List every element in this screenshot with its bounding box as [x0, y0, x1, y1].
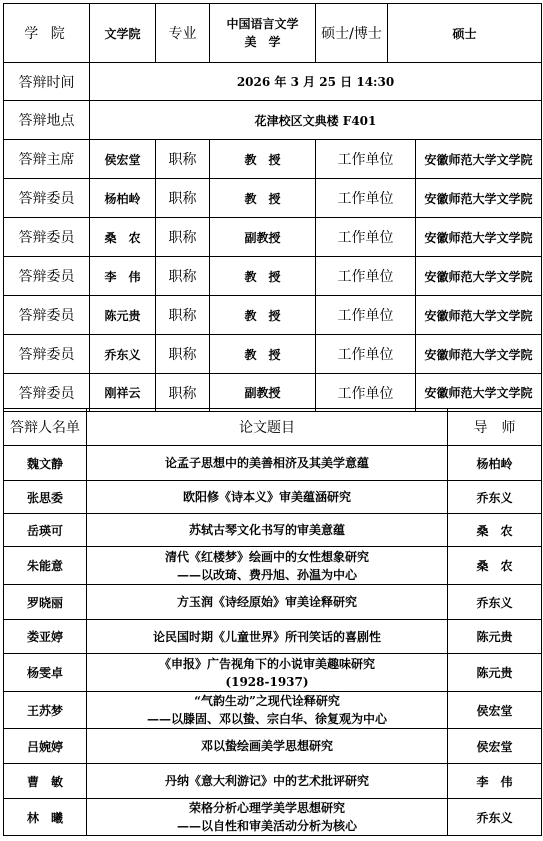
thesis-title [87, 585, 448, 620]
student-row [4, 547, 542, 585]
major-value [210, 4, 316, 63]
committee-name: 杨柏岭 [90, 179, 156, 218]
committee-row [4, 335, 542, 374]
thesis-title [87, 729, 448, 764]
committee-title-label: 职称 [156, 140, 210, 179]
student-name: 吕婉婷 [4, 729, 87, 764]
thesis-title-line-2: ——以改琦、费丹旭、孙温为中心 [176, 567, 357, 582]
degree-value: 硕士 [388, 4, 542, 63]
committee-unit-label: 工作单位 [316, 179, 416, 218]
committee-unit: 安徽师范大学文学院 [416, 179, 542, 218]
committee-name: 侯宏堂 [90, 140, 156, 179]
committee-row [4, 374, 542, 412]
committee-unit-label: 工作单位 [316, 218, 416, 257]
committee-title-label: 职称 [156, 335, 210, 374]
defense-place-label: 答辩地点 [4, 101, 90, 140]
thesis-title [87, 481, 448, 514]
committee-role: 答辩主席 [4, 140, 90, 179]
header-row [4, 4, 542, 63]
committee-unit: 安徽师范大学文学院 [416, 218, 542, 257]
committee-name: 桑 农 [90, 218, 156, 257]
students-table [3, 408, 542, 836]
committee-title: 副教授 [210, 374, 316, 412]
place-row [4, 101, 542, 140]
thesis-title [87, 620, 448, 654]
committee-role: 答辩委员 [4, 257, 90, 296]
student-name: 张思委 [4, 481, 87, 514]
student-advisor: 侯宏堂 [448, 692, 542, 729]
thesis-title-line-1: 欧阳修《诗本义》审美蕴涵研究 [182, 490, 351, 504]
advisor-header: 导 师 [448, 409, 542, 446]
student-row [4, 764, 542, 799]
committee-title: 教 授 [210, 296, 316, 335]
thesis-title-line-1: 论孟子思想中的美善相济及其美学意蕴 [164, 456, 369, 470]
thesis-title-line-1: 丹纳《意大利游记》中的艺术批评研究 [164, 774, 369, 788]
thesis-title-line-1: “气韵生动”之现代诠释研究 [194, 694, 340, 708]
committee-title: 教 授 [210, 140, 316, 179]
committee-name: 刚祥云 [90, 374, 156, 412]
student-name: 娄亚婷 [4, 620, 87, 654]
student-advisor: 桑 农 [448, 547, 542, 585]
thesis-title-line-1: 论民国时期《儿童世界》所刊笑话的喜剧性 [152, 629, 381, 644]
student-advisor: 乔东义 [448, 585, 542, 620]
committee-unit-label: 工作单位 [316, 374, 416, 412]
thesis-title-line-1: 邓以蛰绘画美学思想研究 [200, 739, 333, 753]
major-line-1: 中国语言文学 [226, 17, 299, 31]
student-name: 曹 敏 [4, 764, 87, 799]
college-value: 文学院 [90, 4, 156, 63]
committee-role: 答辩委员 [4, 218, 90, 257]
thesis-title-header: 论文题目 [87, 409, 448, 446]
time-row [4, 63, 542, 101]
committee-title-label: 职称 [156, 179, 210, 218]
committee-title: 教 授 [210, 335, 316, 374]
thesis-title [87, 446, 448, 481]
committee-unit: 安徽师范大学文学院 [416, 335, 542, 374]
thesis-title-line-1: 苏轼古琴文化书写的审美意蕴 [188, 523, 345, 537]
committee-title-label: 职称 [156, 296, 210, 335]
student-name: 罗晓丽 [4, 585, 87, 620]
student-advisor: 杨柏岭 [448, 446, 542, 481]
student-row [4, 729, 542, 764]
student-advisor: 陈元贵 [448, 620, 542, 654]
defense-time-value: 2026 年 3 月 25 日 14:30 [90, 63, 542, 101]
thesis-title [87, 764, 448, 799]
committee-title: 教 授 [210, 179, 316, 218]
student-advisor: 桑 农 [448, 514, 542, 547]
defense-time-label: 答辩时间 [4, 63, 90, 101]
student-row [4, 654, 542, 692]
committee-name: 乔东义 [90, 335, 156, 374]
thesis-title-line-2: ——以滕固、邓以蛰、宗白华、徐复观为中心 [146, 712, 387, 726]
thesis-title [87, 547, 448, 585]
committee-role: 答辩委员 [4, 335, 90, 374]
committee-unit: 安徽师范大学文学院 [416, 374, 542, 412]
thesis-title-line-2: ——以自性和审美活动分析为核心 [176, 819, 357, 833]
committee-unit: 安徽师范大学文学院 [416, 257, 542, 296]
student-name: 杨雯卓 [4, 654, 87, 692]
student-advisor: 陈元贵 [448, 654, 542, 692]
student-advisor: 侯宏堂 [448, 729, 542, 764]
student-row [4, 585, 542, 620]
thesis-title [87, 799, 448, 836]
committee-unit-label: 工作单位 [316, 335, 416, 374]
committee-name: 李 伟 [90, 257, 156, 296]
degree-label: 硕士/博士 [316, 4, 388, 63]
student-row [4, 514, 542, 547]
committee-title: 教 授 [210, 257, 316, 296]
defense-place-value: 花津校区文典楼 F401 [90, 101, 542, 140]
thesis-title-line-1: 《申报》广告视角下的小说审美趣味研究 [158, 656, 375, 671]
committee-unit-label: 工作单位 [316, 296, 416, 335]
student-row [4, 692, 542, 729]
committee-role: 答辩委员 [4, 374, 90, 412]
student-name: 魏文静 [4, 446, 87, 481]
thesis-title-line-1: 清代《红楼梦》绘画中的女性想象研究 [164, 549, 369, 564]
committee-title-label: 职称 [156, 374, 210, 412]
thesis-title [87, 654, 448, 692]
major-label: 专业 [156, 4, 210, 63]
student-row [4, 620, 542, 654]
committee-role: 答辩委员 [4, 296, 90, 335]
student-name: 朱能意 [4, 547, 87, 585]
student-advisor: 乔东义 [448, 481, 542, 514]
student-advisor: 李 伟 [448, 764, 542, 799]
committee-row [4, 296, 542, 335]
committee-unit: 安徽师范大学文学院 [416, 140, 542, 179]
committee-role: 答辩委员 [4, 179, 90, 218]
thesis-title-line-1: 方玉润《诗经原始》审美诠释研究 [176, 595, 357, 609]
committee-row [4, 257, 542, 296]
committee-row [4, 218, 542, 257]
students-header-row [4, 409, 542, 446]
committee-name: 陈元贵 [90, 296, 156, 335]
thesis-title [87, 692, 448, 729]
thesis-title-line-2: (1928-1937) [225, 674, 309, 689]
committee-unit: 安徽师范大学文学院 [416, 296, 542, 335]
student-row [4, 799, 542, 836]
student-row [4, 481, 542, 514]
thesis-title [87, 514, 448, 547]
committee-unit-label: 工作单位 [316, 257, 416, 296]
student-advisor: 乔东义 [448, 799, 542, 836]
committee-title-label: 职称 [156, 257, 210, 296]
committee-title: 副教授 [210, 218, 316, 257]
committee-row [4, 179, 542, 218]
committee-title-label: 职称 [156, 218, 210, 257]
defense-info-table [3, 3, 542, 412]
student-row [4, 446, 542, 481]
college-label: 学 院 [4, 4, 90, 63]
student-name: 岳瑛可 [4, 514, 87, 547]
thesis-title-line-1: 荣格分析心理学美学思想研究 [188, 801, 345, 815]
committee-row [4, 140, 542, 179]
student-name-header: 答辩人名单 [4, 409, 87, 446]
student-name: 王苏梦 [4, 692, 87, 729]
major-line-2: 美 学 [244, 35, 281, 49]
committee-unit-label: 工作单位 [316, 140, 416, 179]
student-name: 林 曦 [4, 799, 87, 836]
